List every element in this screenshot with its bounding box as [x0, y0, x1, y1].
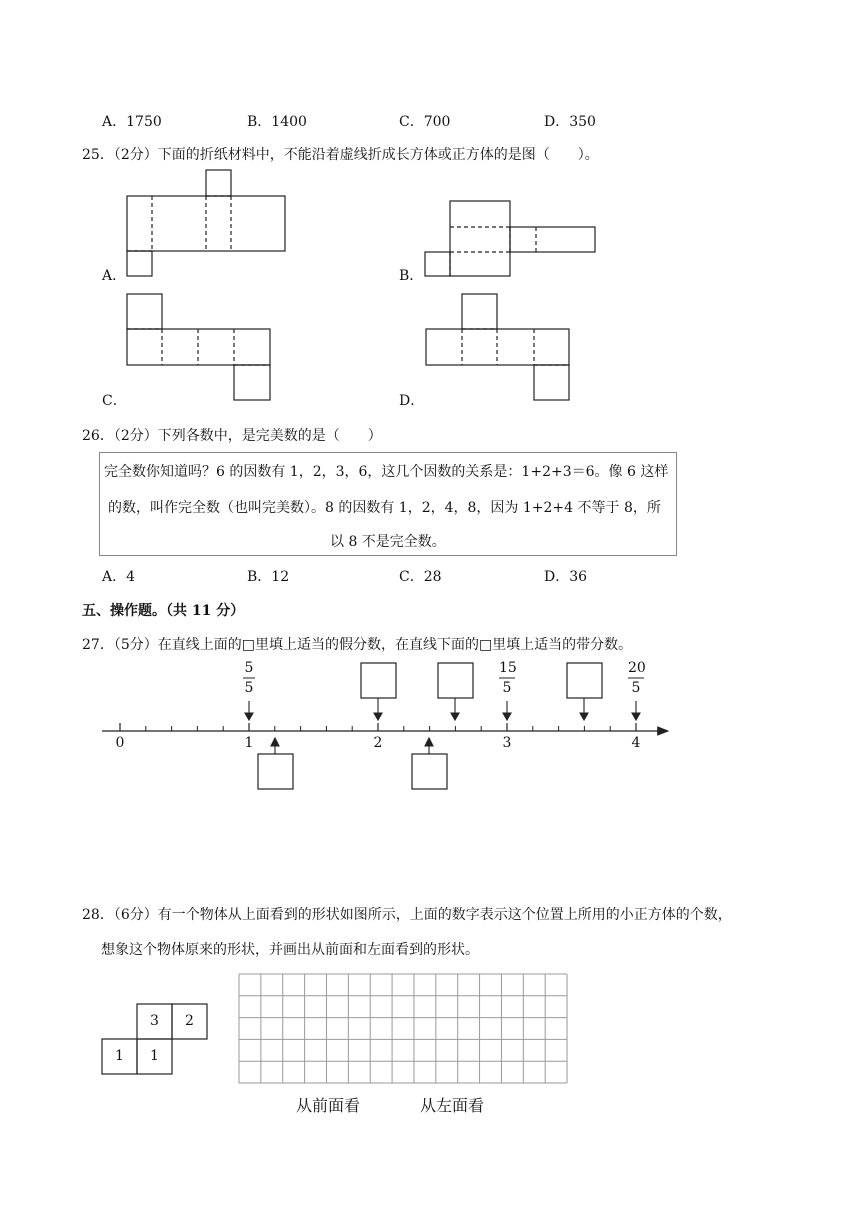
option-text: 28	[423, 569, 442, 585]
info-line-3: 以 8 不是完全数。	[330, 534, 446, 550]
info-line-2: 的数，叫作完全数（也叫完美数）。8 的因数有 1，2，4，8，因为 1+2+4 不等于 8，所	[108, 500, 661, 516]
option-letter: A．	[102, 569, 127, 585]
option-text: 12	[271, 569, 290, 585]
caption-left-view: 从左面看	[420, 1096, 485, 1115]
info-line-1: 完全数你知道吗？6 的因数有 1，2，3，6，这几个因数的关系是：1+2+3＝6。像 6 这样	[104, 464, 669, 480]
fraction-5-5-denominator: 5	[244, 680, 254, 696]
tick-label-2: 2	[373, 735, 383, 751]
drawing-grid	[239, 974, 567, 1083]
option-letter: C．	[399, 114, 424, 130]
top-view-cell-2: 2	[185, 1013, 194, 1029]
q25-label-d[interactable]: D．	[399, 393, 425, 409]
option-text: 36	[569, 569, 588, 585]
tick-label-1: 1	[244, 735, 254, 751]
option-letter: C．	[399, 569, 424, 585]
fraction-5-5-numerator: 5	[244, 660, 254, 676]
fraction-20-5-numerator: 20	[628, 660, 646, 676]
caption-front-view: 从前面看	[296, 1096, 361, 1115]
option-text: 1750	[126, 114, 162, 130]
q27-question: 27．（5分）在直线上面的□里填上适当的假分数，在直线下面的□里填上适当的带分数。	[82, 637, 633, 653]
option-text: 350	[569, 114, 596, 130]
top-view-cell-1b: 1	[150, 1048, 159, 1064]
q25-label-b[interactable]: B．	[399, 268, 424, 284]
q26-question: 26．（2分）下列各数中，是完美数的是（ ）	[82, 428, 382, 444]
tick-label-4: 4	[631, 735, 641, 751]
q28-question-line-1: 28．（6分）有一个物体从上面看到的形状如图所示，上面的数字表示这个位置上所用的小正方体的个数，	[82, 907, 732, 923]
option-text: 4	[126, 569, 136, 585]
option-letter: D．	[544, 114, 570, 130]
option-letter: A．	[102, 114, 127, 130]
section-5-title: 五、操作题。（共 11 分）	[82, 603, 245, 619]
option-letter: D．	[544, 569, 570, 585]
fraction-15-5-numerator: 15	[499, 660, 517, 676]
q25-label-c[interactable]: C．	[102, 393, 127, 409]
option-letter: B．	[247, 114, 272, 130]
q28-question-line-2: 想象这个物体原来的形状，并画出从前面和左面看到的形状。	[101, 942, 479, 958]
fraction-15-5-denominator: 5	[502, 680, 512, 696]
q25-question: 25．（2分）下面的折纸材料中，不能沿着虚线折成长方体或正方体的是图（ ）。	[82, 147, 599, 163]
option-text: 700	[423, 114, 451, 130]
tick-label-3: 3	[502, 735, 512, 751]
option-text: 1400	[271, 114, 307, 130]
top-view-cell-1a: 1	[115, 1048, 124, 1064]
option-letter: B．	[247, 569, 272, 585]
q25-label-a[interactable]: A．	[102, 268, 127, 284]
fraction-20-5-denominator: 5	[631, 680, 641, 696]
top-view-cell-3: 3	[150, 1013, 159, 1029]
tick-label-0: 0	[115, 735, 125, 751]
